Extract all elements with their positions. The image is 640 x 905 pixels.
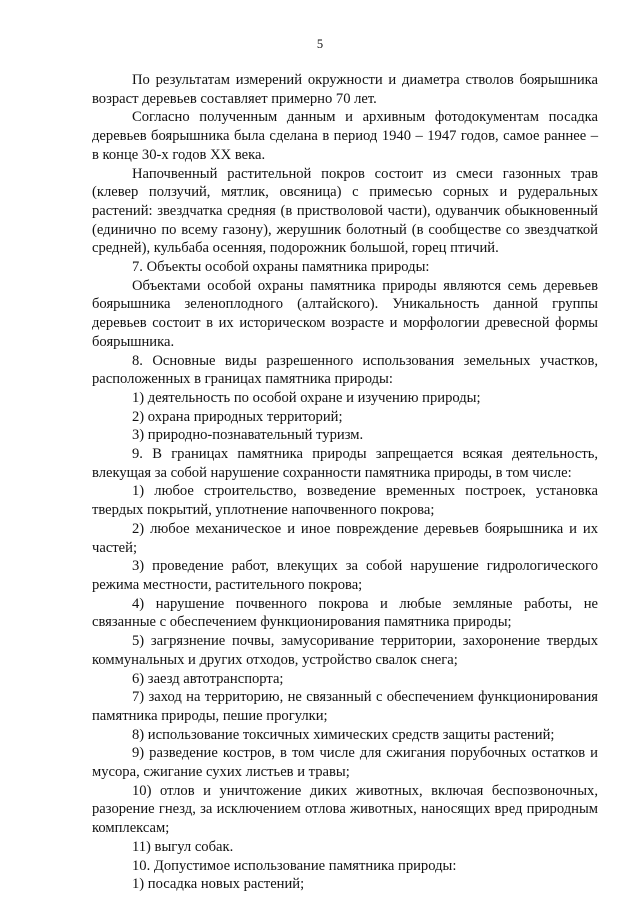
list-item: 1) деятельность по особой охране и изучению природы; bbox=[132, 389, 481, 406]
list-item: 9) разведение костров, в том числе для сжигания порубочных остатков и мусора, сжигание сухих листьев и травы; bbox=[92, 745, 598, 781]
list-item: 11) выгул собак. bbox=[132, 838, 234, 855]
list-item: 10) отлов и уничтожение диких животных, включая беспозвоночных, разорение гнезд, за исключением отлова животных, наносящих вред природным комплексам; bbox=[92, 782, 598, 837]
list-item: 7) заход на территорию, не связанный с обеспечением функционирования памятника природы, пешие прогулки; bbox=[92, 689, 598, 724]
list-item: 8) использование токсичных химических средств защиты растений; bbox=[132, 726, 555, 743]
paragraph-tree-age: По результатам измерений окружности и диаметра стволов боярышника возраст деревьев составляет примерно 70 лет. bbox=[92, 72, 598, 107]
list-item: 4) нарушение почвенного покрова и любые земляные работы, не связанные с обеспечением функционирования памятника природы; bbox=[92, 595, 598, 631]
section-heading-10: 10. Допустимое использование памятника природы: bbox=[132, 857, 457, 874]
section-heading-9: 9. В границах памятника природы запрещается всякая деятельность, влекущая за собой нарушение сохранности памятника природы, в том числе: bbox=[92, 446, 598, 481]
paragraph-planting-period: Согласно полученным данным и архивным фотодокументам посадка деревьев боярышника была сделана в период 1940 – 1947 годов, самое раннее – в конце 30-х годов XX века. bbox=[92, 109, 598, 163]
paragraph-ground-cover: Напочвенный растительной покров состоит из смеси газонных трав (клевер ползучий, мятлик, овсяница) с примесью сорных и рудеральных растений: звездчатка средняя (в пристволовой части), одуванчик обыкновенный (единично по всему газону), жерушник болотный (в сообществе со звездчаткой средней), кульбаба осенняя, подорожник большой, горец птичий. bbox=[92, 165, 598, 257]
section-heading-8: 8. Основные виды разрешенного использования земельных участков, расположенных в границах памятника природы: bbox=[92, 352, 598, 388]
list-item: 6) заезд автотранспорта; bbox=[132, 670, 284, 687]
list-item: 1) любое строительство, возведение временных построек, установка твердых покрытий, уплотнение напочвенного покрова; bbox=[92, 483, 598, 519]
document-body bbox=[92, 71, 598, 894]
section-heading-7: 7. Объекты особой охраны памятника природы: bbox=[132, 259, 430, 276]
list-item: 5) загрязнение почвы, замусоривание территории, захоронение твердых коммунальных и других отходов, устройство свалок снега; bbox=[92, 633, 598, 668]
list-item: 1) посадка новых растений; bbox=[132, 876, 305, 893]
paragraph-protected-objects: Объектами особой охраны памятника природы являются семь деревьев боярышника зеленоплодного (алтайского). Уникальность данной группы деревьев состоит в их историческом возрасте и морфологии древесной формы боярышника. bbox=[92, 277, 598, 350]
list-item: 3) природно-познавательный туризм. bbox=[132, 427, 364, 444]
list-item: 2) любое механическое и иное повреждение деревьев боярышника и их частей; bbox=[92, 520, 598, 556]
list-item: 2) охрана природных территорий; bbox=[132, 408, 343, 425]
page-number: 5 bbox=[316, 37, 324, 51]
list-item: 3) проведение работ, влекущих за собой нарушение гидрологического режима местности, растительного покрова; bbox=[92, 558, 598, 593]
